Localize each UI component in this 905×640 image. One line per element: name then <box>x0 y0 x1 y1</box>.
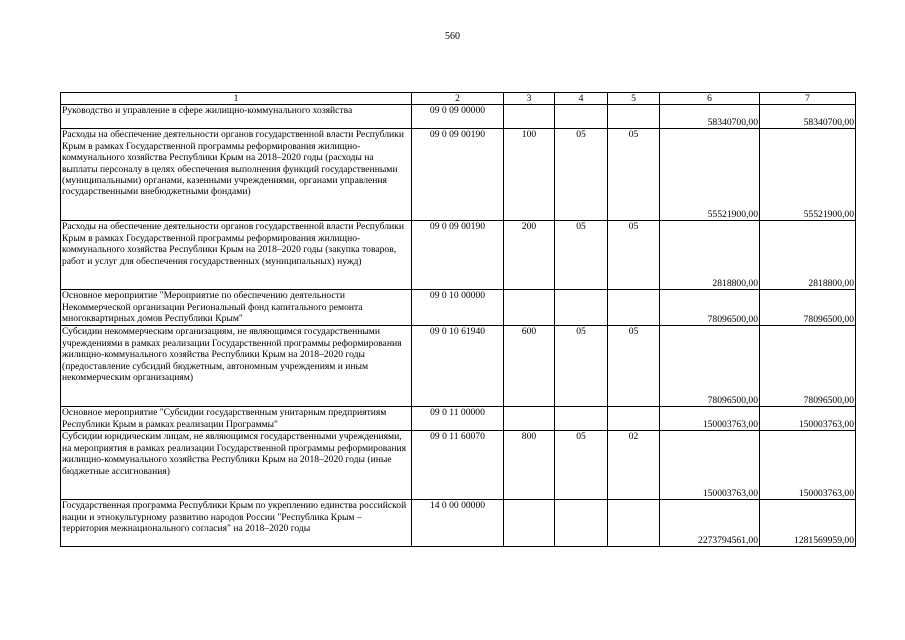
row-c4: 05 <box>555 221 608 290</box>
table-row <box>61 407 856 431</box>
row-c5: 05 <box>608 326 660 407</box>
table-row <box>61 500 856 547</box>
row-c4: 05 <box>555 129 608 221</box>
row-c4 <box>555 105 608 129</box>
row-code: 09 0 11 00000 <box>412 407 504 431</box>
column-header: 1 <box>61 93 412 105</box>
row-c4 <box>555 407 608 431</box>
row-c5 <box>608 290 660 326</box>
column-header: 4 <box>555 93 608 105</box>
row-amount-1: 55521900,00 <box>660 129 760 221</box>
column-header: 2 <box>412 93 504 105</box>
table-row <box>61 290 856 326</box>
row-c4: 05 <box>555 431 608 500</box>
column-header: 7 <box>760 93 856 105</box>
row-amount-1: 78096500,00 <box>660 290 760 326</box>
row-name: Расходы на обеспечение деятельности органов государственной власти Республики Крым в рамках Государственной программы реформирования жилищно-коммунального хозяйства Республики Крым на 2018–2020 годы (расходы на выплаты персоналу в целях обеспечения выполнения функций государственными (муниципальными) органами, казенными учреждениями, органами управления государственными внебюджетными фондами) <box>61 129 412 221</box>
column-header: 6 <box>660 93 760 105</box>
row-c3 <box>504 500 555 547</box>
row-c5 <box>608 105 660 129</box>
table-row <box>61 431 856 500</box>
row-c3 <box>504 290 555 326</box>
budget-table <box>60 92 856 547</box>
row-amount-2: 1281569959,00 <box>760 500 856 547</box>
row-amount-2: 150003763,00 <box>760 407 856 431</box>
page-number: 560 <box>445 31 460 42</box>
row-c5: 02 <box>608 431 660 500</box>
row-name: Субсидии юридическим лицам, не являющимся государственными учреждениями, на мероприятия в рамках реализации Государственной программы реформирования жилищно-коммунального хозяйства Республики Крым на 2018–2020 годы (иные бюджетные ассигнования) <box>61 431 412 500</box>
row-c3: 800 <box>504 431 555 500</box>
row-amount-2: 78096500,00 <box>760 290 856 326</box>
table-row <box>61 129 856 221</box>
row-c3 <box>504 105 555 129</box>
row-code: 09 0 09 00000 <box>412 105 504 129</box>
row-amount-1: 58340700,00 <box>660 105 760 129</box>
row-amount-1: 2818800,00 <box>660 221 760 290</box>
row-code: 09 0 11 60070 <box>412 431 504 500</box>
row-code: 14 0 00 00000 <box>412 500 504 547</box>
row-name: Основное мероприятие "Субсидии государственным унитарным предприятиям Республики Крым в рамках реализации Программы" <box>61 407 412 431</box>
row-amount-1: 78096500,00 <box>660 326 760 407</box>
row-name: Расходы на обеспечение деятельности органов государственной власти Республики Крым в рамках Государственной программы реформирования жилищно-коммунального хозяйства Республики Крым на 2018–2020 годы (закупка товаров, работ и услуг для обеспечения государственных (муниципальных) нужд) <box>61 221 412 290</box>
row-c3: 200 <box>504 221 555 290</box>
row-amount-2: 58340700,00 <box>760 105 856 129</box>
row-amount-2: 55521900,00 <box>760 129 856 221</box>
row-c4 <box>555 290 608 326</box>
row-c3 <box>504 407 555 431</box>
row-code: 09 0 10 61940 <box>412 326 504 407</box>
row-c5: 05 <box>608 129 660 221</box>
table-row <box>61 326 856 407</box>
row-name: Государственная программа Республики Крым по укреплению единства российской нации и этнокультурному развитию народов России "Республика Крым – территория межнационального согласия" на 2018–2020 годы <box>61 500 412 547</box>
table-row <box>61 105 856 129</box>
row-c3: 100 <box>504 129 555 221</box>
row-c5 <box>608 500 660 547</box>
row-c5 <box>608 407 660 431</box>
table-row <box>61 221 856 290</box>
row-c4 <box>555 500 608 547</box>
row-amount-2: 2818800,00 <box>760 221 856 290</box>
row-code: 09 0 09 00190 <box>412 129 504 221</box>
row-amount-2: 150003763,00 <box>760 431 856 500</box>
row-c3: 600 <box>504 326 555 407</box>
row-c4: 05 <box>555 326 608 407</box>
row-amount-1: 2273794561,00 <box>660 500 760 547</box>
row-amount-2: 78096500,00 <box>760 326 856 407</box>
column-header: 3 <box>504 93 555 105</box>
row-name: Руководство и управление в сфере жилищно-коммунального хозяйства <box>61 105 412 129</box>
row-c5: 05 <box>608 221 660 290</box>
row-amount-1: 150003763,00 <box>660 407 760 431</box>
column-header: 5 <box>608 93 660 105</box>
table-header-row <box>61 93 856 105</box>
row-name: Основное мероприятие "Мероприятие по обеспечению деятельности Некоммерческой организации Региональный фонд капитального ремонта многоквартирных домов Республики Крым" <box>61 290 412 326</box>
row-name: Субсидии некоммерческим организациям, не являющимся государственными учреждениями в рамках реализации Государственной программы реформирования жилищно-коммунального хозяйства Республики Крым на 2018–2020 годы (предоставление субсидий бюджетным, автономным учреждениям и иным некоммерческим организациям) <box>61 326 412 407</box>
row-amount-1: 150003763,00 <box>660 431 760 500</box>
row-code: 09 0 09 00190 <box>412 221 504 290</box>
row-code: 09 0 10 00000 <box>412 290 504 326</box>
